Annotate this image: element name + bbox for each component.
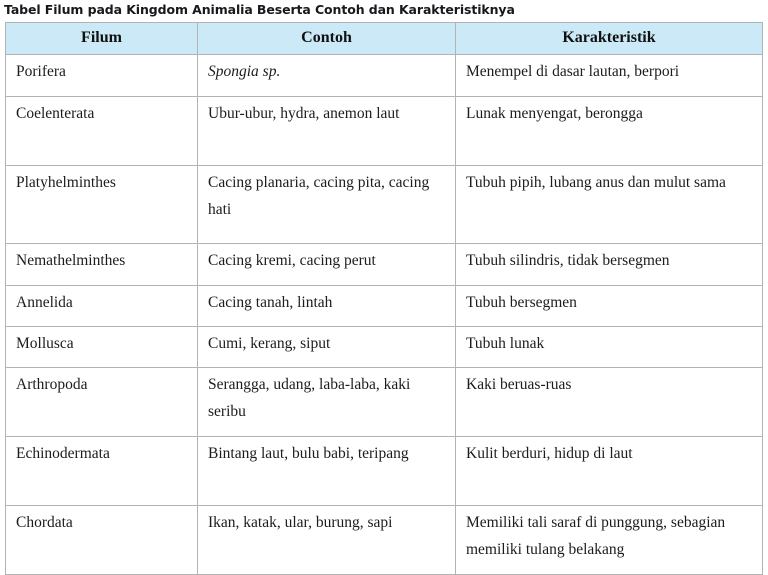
cell-filum: Annelida xyxy=(6,286,198,327)
cell-contoh: Spongia sp. xyxy=(198,55,456,97)
table-row xyxy=(6,244,763,286)
page-title: Tabel Filum pada Kingdom Animalia Beserta Contoh dan Karakteristiknya xyxy=(4,2,515,17)
cell-contoh: Cacing tanah, lintah xyxy=(198,286,456,327)
cell-karakteristik: Tubuh lunak xyxy=(456,327,763,368)
cell-karakteristik: Kaki beruas-ruas xyxy=(456,368,763,437)
cell-filum: Coelenterata xyxy=(6,97,198,166)
table-row xyxy=(6,506,763,575)
cell-filum: Porifera xyxy=(6,55,198,97)
cell-filum: Echinodermata xyxy=(6,437,198,506)
table-row xyxy=(6,327,763,368)
table-header-row xyxy=(6,23,763,55)
table-row xyxy=(6,97,763,166)
cell-karakteristik: Lunak menyengat, berongga xyxy=(456,97,763,166)
cell-filum: Arthropoda xyxy=(6,368,198,437)
cell-karakteristik: Menempel di dasar lautan, berpori xyxy=(456,55,763,97)
cell-contoh: Cacing kremi, cacing perut xyxy=(198,244,456,286)
table-header xyxy=(6,23,763,55)
filum-table xyxy=(5,22,763,575)
cell-filum: Platyhelminthes xyxy=(6,166,198,244)
cell-contoh: Bintang laut, bulu babi, teripang xyxy=(198,437,456,506)
table-row xyxy=(6,368,763,437)
column-header-karakteristik: Karakteristik xyxy=(456,23,763,55)
cell-filum: Nemathelminthes xyxy=(6,244,198,286)
cell-contoh: Cumi, kerang, siput xyxy=(198,327,456,368)
cell-contoh: Serangga, udang, laba-laba, kaki seribu xyxy=(198,368,456,437)
cell-filum: Mollusca xyxy=(6,327,198,368)
cell-contoh: Ubur-ubur, hydra, anemon laut xyxy=(198,97,456,166)
table-row xyxy=(6,55,763,97)
table-container xyxy=(0,17,768,575)
table-row xyxy=(6,166,763,244)
column-header-filum: Filum xyxy=(6,23,198,55)
cell-karakteristik: Kulit berduri, hidup di laut xyxy=(456,437,763,506)
table-row xyxy=(6,437,763,506)
cell-karakteristik: Tubuh silindris, tidak bersegmen xyxy=(456,244,763,286)
cell-contoh: Cacing planaria, cacing pita, cacing hati xyxy=(198,166,456,244)
cell-contoh: Ikan, katak, ular, burung, sapi xyxy=(198,506,456,575)
cell-karakteristik: Tubuh pipih, lubang anus dan mulut sama xyxy=(456,166,763,244)
table-row xyxy=(6,286,763,327)
column-header-contoh: Contoh xyxy=(198,23,456,55)
cell-filum: Chordata xyxy=(6,506,198,575)
table-body xyxy=(6,55,763,575)
cell-karakteristik: Memiliki tali saraf di punggung, sebagian memiliki tulang belakang xyxy=(456,506,763,575)
cell-karakteristik: Tubuh bersegmen xyxy=(456,286,763,327)
